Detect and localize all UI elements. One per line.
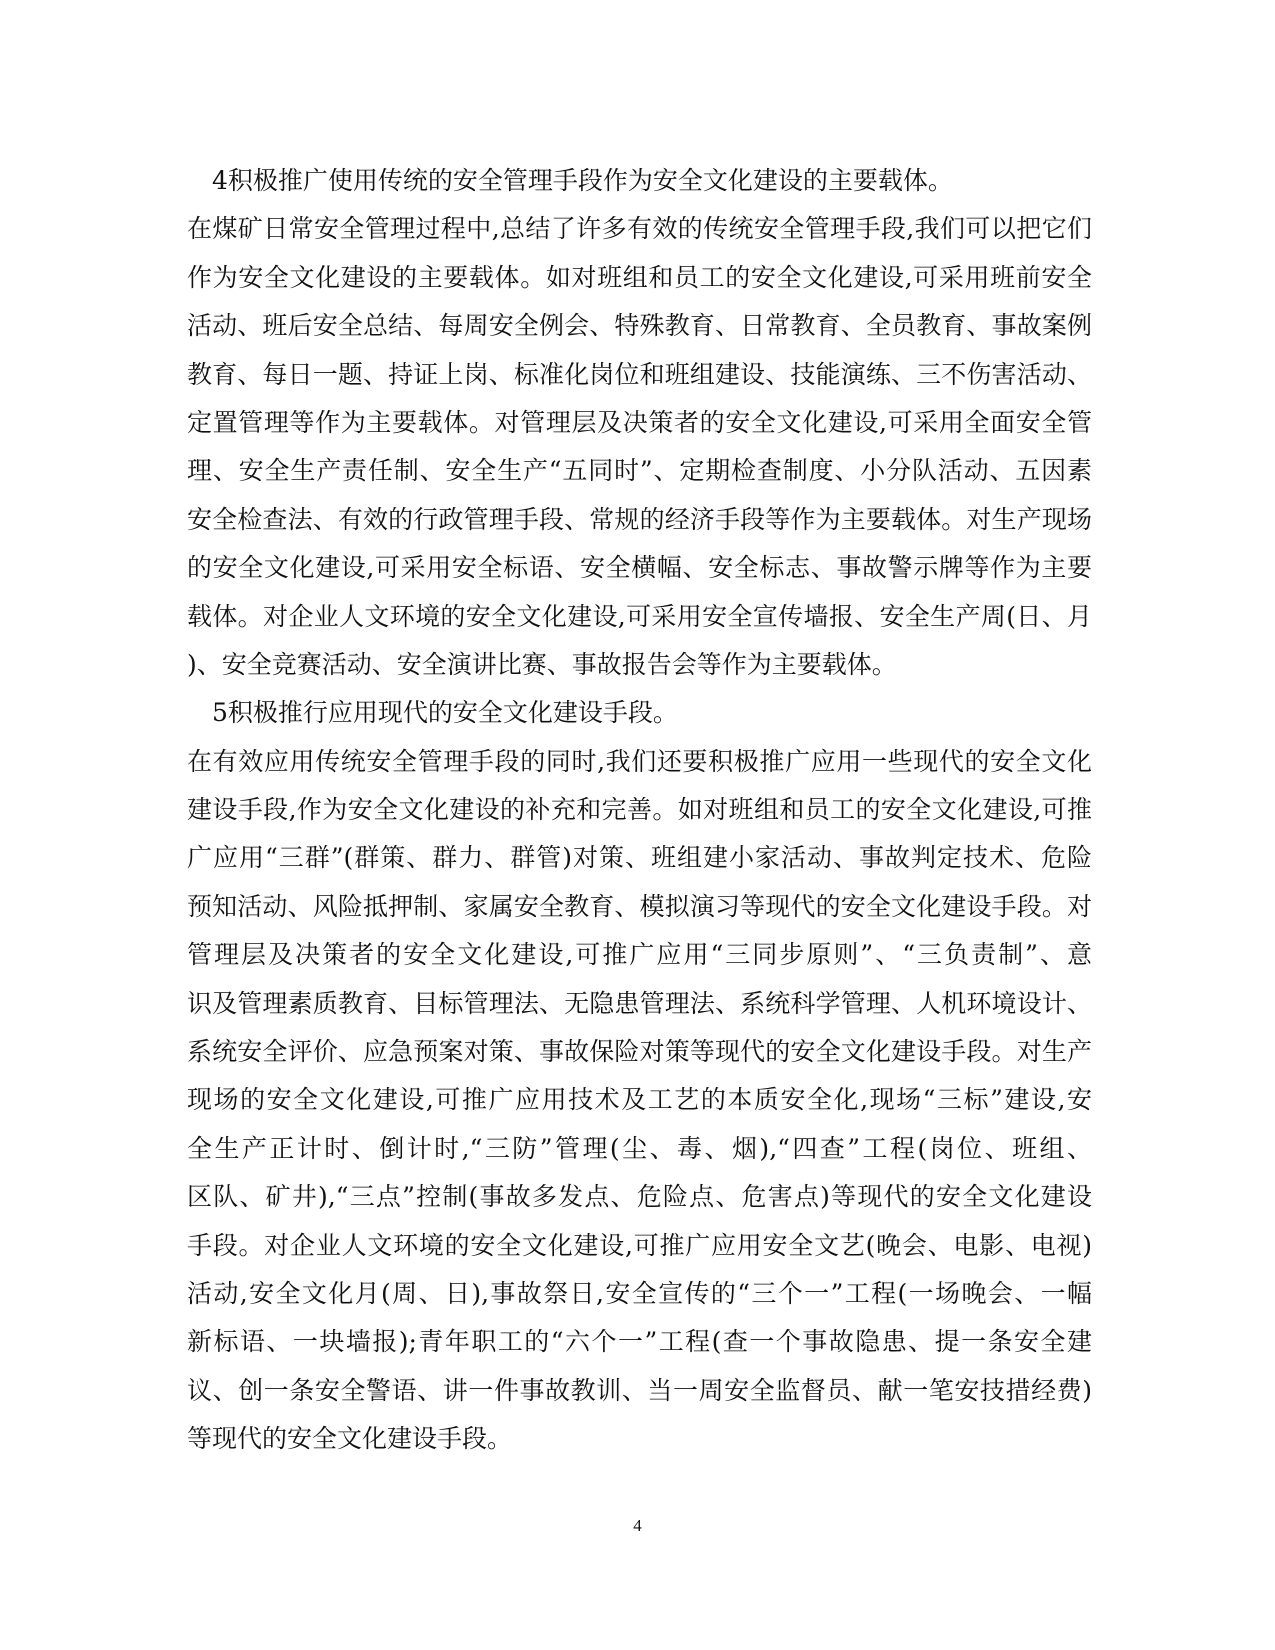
paragraph-line: 载体。对企业人文环境的安全文化建设,可采用安全宣传墙报、安全生产周(日、月 — [187, 601, 1092, 631]
paragraph-line: 议、创一条安全警语、讲一件事故教训、当一周安全监督员、献一笔安技措经费) — [187, 1375, 1092, 1405]
paragraph-line: 新标语、一块墙报);青年职工的“六个一”工程(查一个事故隐患、提一条安全建 — [187, 1327, 1092, 1357]
paragraph-line: 在有效应用传统安全管理手段的同时,我们还要积极推广应用一些现代的安全文化 — [187, 746, 1092, 776]
paragraph-line: 活动,安全文化月(周、日),事故祭日,安全宣传的“三个一”工程(一场晚会、一幅 — [187, 1278, 1092, 1308]
paragraph-line: )、安全竞赛活动、安全演讲比赛、事故报告会等作为主要载体。 — [187, 649, 897, 679]
paragraph-line: 识及管理素质教育、目标管理法、无隐患管理法、系统科学管理、人机环境设计、 — [187, 988, 1092, 1018]
paragraph-line: 在煤矿日常安全管理过程中,总结了许多有效的传统安全管理手段,我们可以把它们 — [187, 214, 1092, 244]
paragraph-line: 活动、班后安全总结、每周安全例会、特殊教育、日常教育、全员教育、事故案例 — [187, 311, 1092, 341]
paragraph-line: 等现代的安全文化建设手段。 — [187, 1424, 513, 1454]
page-number: 4 — [633, 1516, 642, 1535]
section-heading-4: 4积极推广使用传统的安全管理手段作为安全文化建设的主要载体。 — [212, 166, 953, 195]
paragraph-line: 全生产正计时、倒计时,“三防”管理(尘、毒、烟),“四查”工程(岗位、班组、 — [187, 1133, 1092, 1163]
paragraph-line: 定置管理等作为主要载体。对管理层及决策者的安全文化建设,可采用全面安全管 — [187, 407, 1092, 437]
paragraph-line: 广应用“三群”(群策、群力、群管)对策、班组建小家活动、事故判定技术、危险 — [187, 843, 1092, 873]
paragraph-line: 管理层及决策者的安全文化建设,可推广应用“三同步原则”、“三负责制”、意 — [187, 940, 1092, 970]
paragraph-line: 的安全文化建设,可采用安全标语、安全横幅、安全标志、事故警示牌等作为主要 — [187, 553, 1092, 583]
document-body — [187, 157, 1092, 1464]
paragraph-line: 作为安全文化建设的主要载体。如对班组和员工的安全文化建设,可采用班前安全 — [187, 262, 1092, 292]
paragraph-line: 建设手段,作为安全文化建设的补充和完善。如对班组和员工的安全文化建设,可推 — [187, 795, 1092, 825]
paragraph-line: 手段。对企业人文环境的安全文化建设,可推广应用安全文艺(晚会、电影、电视) — [187, 1230, 1092, 1260]
paragraph-line: 现场的安全文化建设,可推广应用技术及工艺的本质安全化,现场“三标”建设,安 — [187, 1085, 1092, 1115]
section-heading-5: 5积极推行应用现代的安全文化建设手段。 — [212, 698, 678, 728]
paragraph-line: 理、安全生产责任制、安全生产“五同时”、定期检查制度、小分队活动、五因素 — [187, 456, 1092, 486]
paragraph-line: 区队、矿井),“三点”控制(事故多发点、危险点、危害点)等现代的安全文化建设 — [187, 1182, 1092, 1212]
paragraph-line: 教育、每日一题、持证上岗、标准化岗位和班组建设、技能演练、三不伤害活动、 — [187, 359, 1092, 389]
paragraph-line: 预知活动、风险抵押制、家属安全教育、模拟演习等现代的安全文化建设手段。对 — [187, 891, 1092, 921]
paragraph-line: 系统安全评价、应急预案对策、事故保险对策等现代的安全文化建设手段。对生产 — [187, 1037, 1092, 1067]
paragraph-line: 安全检查法、有效的行政管理手段、常规的经济手段等作为主要载体。对生产现场 — [187, 504, 1092, 534]
